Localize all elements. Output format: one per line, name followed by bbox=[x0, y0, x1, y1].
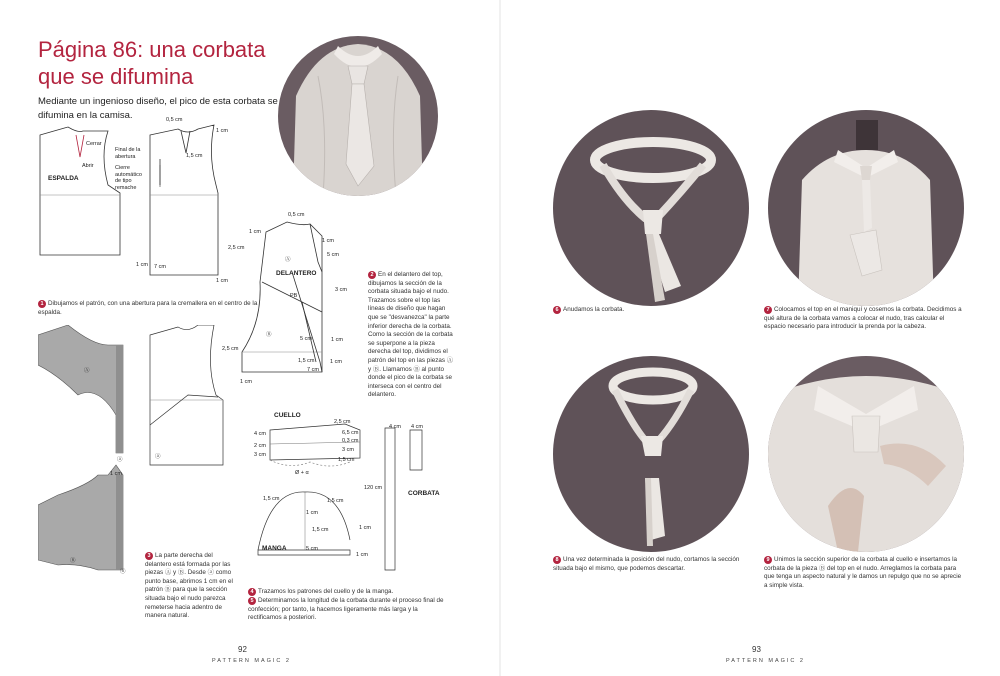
label-15cm-c: 1,5 cm bbox=[338, 457, 355, 463]
label-120cm: 120 cm bbox=[364, 485, 383, 491]
label-25cm-b: 2,5 cm bbox=[222, 346, 239, 352]
label-65cm: 6,5 cm bbox=[342, 430, 359, 436]
label-4cm-c: 4 cm bbox=[411, 424, 423, 430]
label-pb: PB bbox=[290, 293, 298, 299]
photo-step-8 bbox=[553, 356, 749, 552]
label-1cm-f: 1 cm bbox=[331, 337, 343, 343]
pattern-pieces-ab bbox=[38, 325, 238, 585]
label-corbata: CORBATA bbox=[408, 490, 440, 497]
step-7 bbox=[764, 306, 964, 332]
label-1cm-c: 1 cm bbox=[216, 278, 228, 284]
step-1-text: Dibujamos el patrón, con una abertura para la cremallera en el centro de la espalda. bbox=[38, 300, 258, 316]
label-05cm: 0,5 cm bbox=[166, 117, 183, 123]
label-piece-a-gray: Ⓐ bbox=[84, 368, 90, 374]
photo-step-9 bbox=[768, 356, 964, 552]
label-15cm: 1,5 cm bbox=[186, 153, 203, 159]
page-number-right: 93 bbox=[752, 645, 761, 654]
label-point-a: ⓐ bbox=[117, 457, 123, 463]
label-05cm-d: 0,5 cm bbox=[288, 212, 305, 218]
label-5cm: 5 cm bbox=[327, 252, 339, 258]
label-25cm: 2,5 cm bbox=[228, 245, 245, 251]
label-cerrar: Cerrar bbox=[86, 141, 102, 147]
label-1cm-k: 1 cm bbox=[359, 525, 371, 531]
label-3cm: 3 cm bbox=[335, 287, 347, 293]
label-2cm: 2 cm bbox=[254, 443, 266, 449]
title-line-2: que se difumina bbox=[38, 64, 194, 89]
label-7cm: 7 cm bbox=[154, 264, 166, 270]
step-8 bbox=[553, 556, 753, 573]
label-15cm-e: 1,5 cm bbox=[327, 498, 344, 504]
photo-step-7 bbox=[768, 110, 964, 306]
label-4cm: 4 cm bbox=[254, 431, 266, 437]
label-5cm-b: 5 cm bbox=[300, 336, 312, 342]
title-line-1: Página 86: una corbata bbox=[38, 37, 266, 62]
step-5-text: Determinamos la longitud de la corbata durante el proceso final de confección; por tanto, la hacemos ligeramente más larga y la rectificamos a posteriori. bbox=[248, 597, 444, 622]
step-6-text: Anudamos la corbata. bbox=[563, 306, 625, 313]
label-3cm-b: 3 cm bbox=[342, 447, 354, 453]
label-abrir: Abrir bbox=[82, 163, 94, 169]
photo-tie-closeup bbox=[278, 36, 438, 196]
label-espalda: ESPALDA bbox=[48, 175, 79, 182]
label-cuello: CUELLO bbox=[274, 412, 301, 419]
photo-step-6 bbox=[553, 110, 749, 306]
label-1cm-d: 1 cm bbox=[249, 229, 261, 235]
step-3 bbox=[145, 552, 240, 621]
label-7cm-b: 7 cm bbox=[307, 367, 319, 373]
step-2-number: 2 bbox=[368, 271, 376, 279]
step-4 bbox=[248, 588, 448, 597]
label-15cm-f: 1,5 cm bbox=[312, 527, 329, 533]
label-1cm-h: 1 cm bbox=[240, 379, 252, 385]
label-15cm-d: 1,5 cm bbox=[263, 496, 280, 502]
label-piece-b: Ⓑ bbox=[266, 332, 272, 338]
footer-right: PATTERN MAGIC 2 bbox=[726, 658, 805, 664]
label-4cm-b: 4 cm bbox=[389, 424, 401, 430]
label-3cm-c: 3 cm bbox=[254, 452, 266, 458]
step-8-number: 8 bbox=[553, 556, 561, 564]
step-7-text: Colocamos el top en el maniquí y cosemos la corbata. Decidimos a qué altura de la corbata vamos a colocar el nudo, tras calcular el espacio necesario para introducir la prenda por la cabeza. bbox=[764, 306, 962, 331]
label-final-abertura: Final de la abertura bbox=[115, 147, 141, 160]
label-1cm-e: 1 cm bbox=[322, 238, 334, 244]
label-1cm-b: 1 cm bbox=[136, 262, 148, 268]
label-03cm: 0,3 cm bbox=[342, 438, 359, 444]
step-4-number: 4 bbox=[248, 588, 256, 596]
page-title bbox=[38, 36, 298, 90]
label-delantero: DELANTERO bbox=[276, 270, 317, 277]
step-6 bbox=[553, 306, 743, 315]
label-15cm-b: 1,5 cm bbox=[298, 358, 315, 364]
label-point-a-b: ⓐ bbox=[155, 454, 161, 460]
label-piece-b-gray: Ⓑ bbox=[70, 558, 76, 564]
page-gutter bbox=[499, 0, 501, 676]
label-1cm: 1 cm bbox=[216, 128, 228, 134]
label-1cm-l: 1 cm bbox=[356, 552, 368, 558]
footer-left: PATTERN MAGIC 2 bbox=[212, 658, 291, 664]
step-9-text: Unimos la sección superior de la corbata al cuello e insertamos la corbata de la pieza Ⓑ del top en el nudo. Arreglamos la corbata para que tenga un aspecto natural y le damos un repulgo que no se aprecie a simple vista. bbox=[764, 556, 962, 589]
step-8-text: Una vez determinada la posición del nudo, cortamos la sección situada bajo el mismo, que podemos descartar. bbox=[553, 556, 740, 572]
label-1cm-j: 1 cm bbox=[306, 510, 318, 516]
step-2-text: En el delantero del top, dibujamos la sección de la corbata situada bajo el nudo. Trazamos sobre el top las líneas de diseño que hagan que se "desvanezca" la parte inferior derecha de la corbata. Como la sección de la corbata se superpone a la pieza derecha del top, dividimos el patrón del top en las piezas Ⓐ y Ⓑ. Llamamos Ⓑ al punto donde el pico de la corbata se interseca con el centro del delantero. bbox=[368, 271, 454, 399]
label-formula: Ø + α bbox=[295, 470, 309, 476]
step-3-text: La parte derecha del delantero está formada por las piezas Ⓐ y Ⓑ. Desde ⓐ como punto base, abrimos 1 cm en el patrón Ⓑ para que la sección situada bajo el nudo parezca remeterse hacia adentro de manera natural. bbox=[145, 552, 233, 620]
step-6-number: 6 bbox=[553, 306, 561, 314]
label-piece-a: Ⓐ bbox=[285, 257, 291, 263]
step-5 bbox=[248, 597, 448, 623]
step-9-number: 9 bbox=[764, 556, 772, 564]
label-25cm-c: 2,5 cm bbox=[334, 419, 351, 425]
label-manga: MANGA bbox=[262, 545, 287, 552]
label-point-a-c: ⓐ bbox=[120, 569, 126, 575]
step-7-number: 7 bbox=[764, 306, 772, 314]
page-number-left: 92 bbox=[238, 645, 247, 654]
step-9 bbox=[764, 556, 964, 590]
step-2 bbox=[368, 271, 456, 400]
label-1cm-g: 1 cm bbox=[330, 359, 342, 365]
label-cierre: Cierre automático de tipo remache bbox=[115, 165, 142, 191]
label-5cm-c: 5 cm bbox=[306, 546, 318, 552]
intro-text: Mediante un ingenioso diseño, el pico de esta corbata se difumina en la camisa. bbox=[38, 96, 278, 121]
step-5-number: 5 bbox=[248, 597, 256, 605]
label-1cm-i: 1 cm bbox=[110, 471, 122, 477]
step-4-text: Trazamos los patrones del cuello y de la manga. bbox=[258, 588, 394, 595]
step-1-number: 1 bbox=[38, 300, 46, 308]
step-3-number: 3 bbox=[145, 552, 153, 560]
